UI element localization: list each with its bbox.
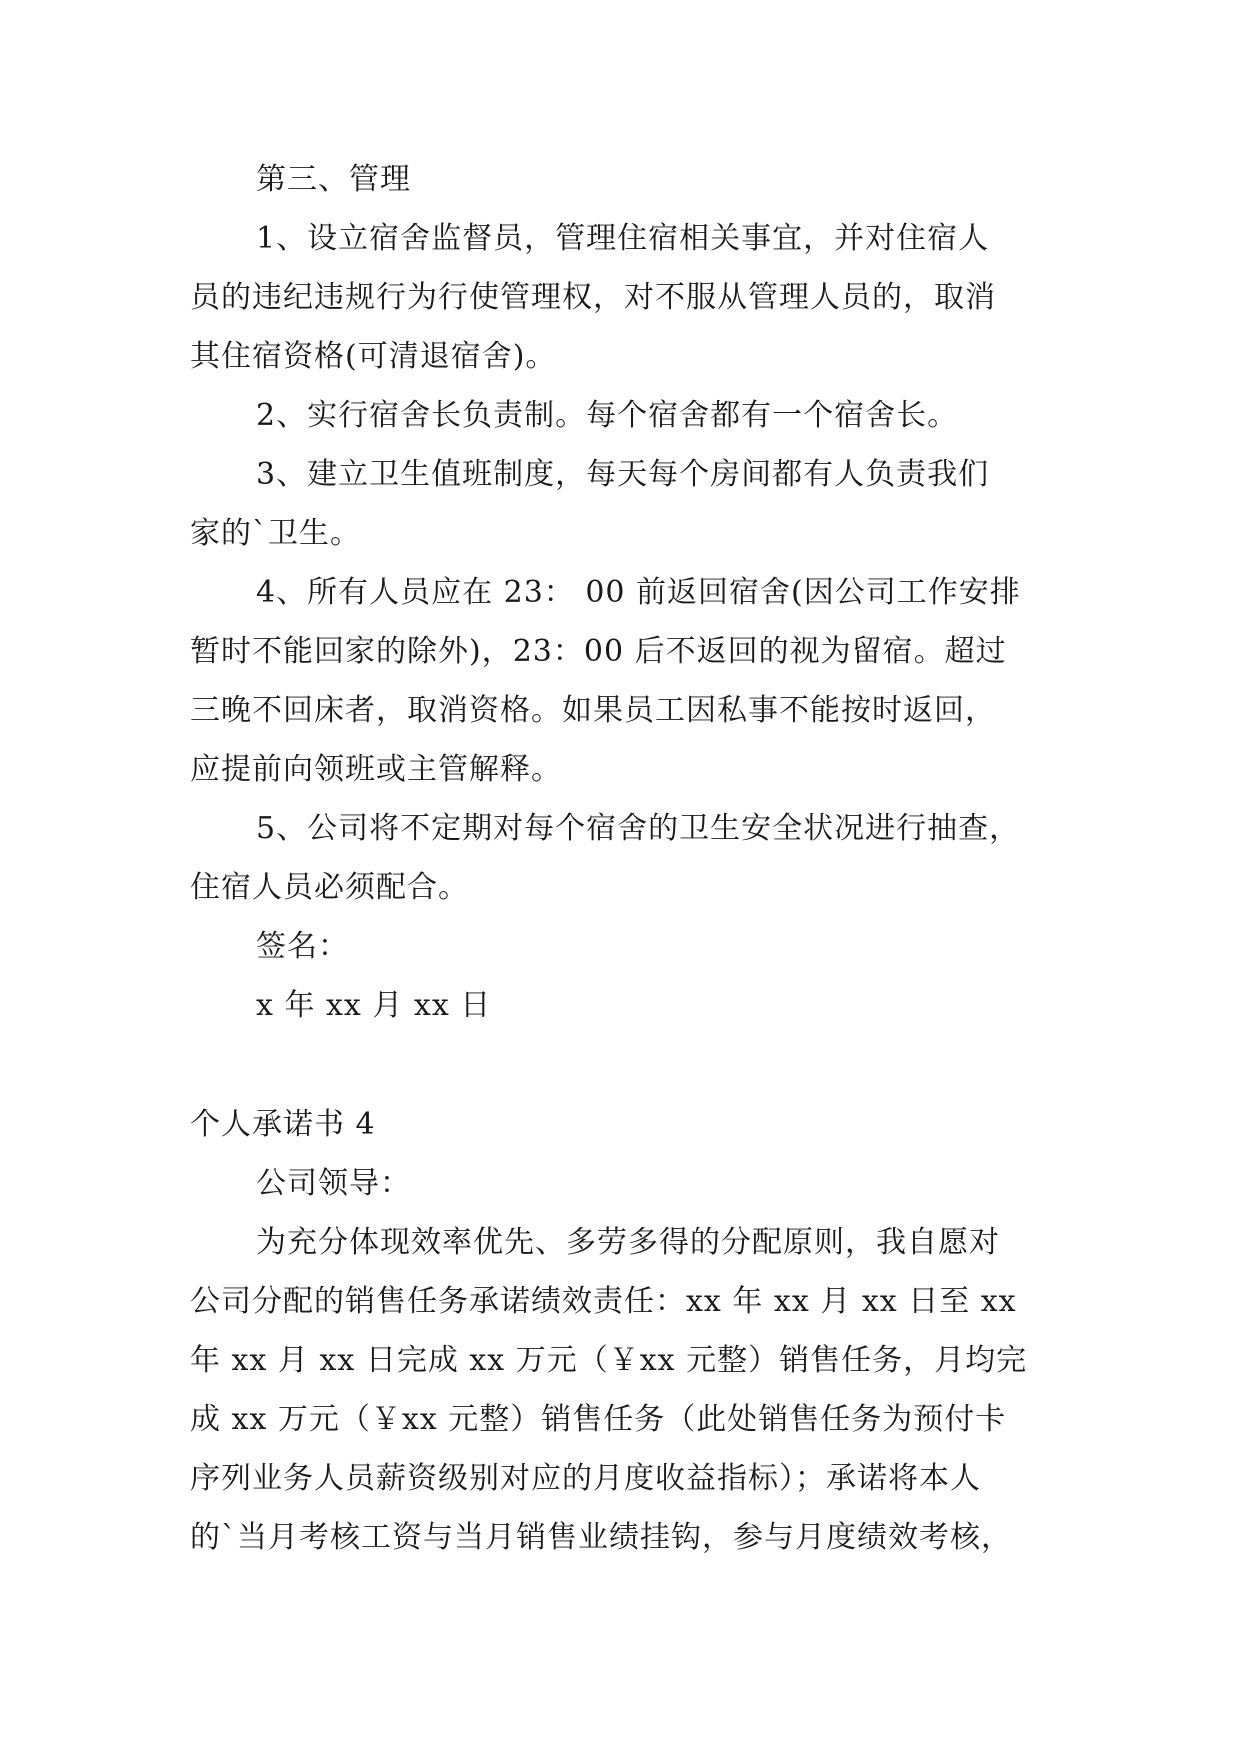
document-page — [190, 150, 1050, 1567]
paragraph-line: 5、公司将不定期对每个宿舍的卫生安全状况进行抽查， — [256, 811, 1021, 846]
paragraph-line: 年 xx 月 xx 日完成 xx 万元（￥xx 元整）销售任务，月均完 — [190, 1343, 1028, 1378]
letter-body — [190, 1213, 1050, 1567]
rule-item-5 — [190, 799, 1050, 917]
rule-item-2 — [190, 386, 1050, 445]
paragraph-line: 公司分配的销售任务承诺绩效责任：xx 年 xx 月 xx 日至 xx — [190, 1284, 1017, 1319]
paragraph-line: 成 xx 万元（￥xx 元整）销售任务（此处销售任务为预付卡 — [190, 1402, 1007, 1437]
signature-label: 签名： — [256, 929, 349, 964]
paragraph-line: 三晚不回床者，取消资格。如果员工因私事不能按时返回， — [190, 693, 996, 728]
salutation: 公司领导： — [256, 1166, 411, 1201]
section-heading: 第三、管理 — [256, 162, 411, 197]
paragraph-line: 员的违纪违规行为行使管理权，对不服从管理人员的，取消 — [190, 280, 996, 315]
paragraph-line: 的`当月考核工资与当月销售业绩挂钩，参与月度绩效考核， — [190, 1520, 1012, 1555]
paragraph-line: 其住宿资格(可清退宿舍)。 — [190, 339, 557, 374]
paragraph-line: 为充分体现效率优先、多劳多得的分配原则，我自愿对 — [256, 1225, 1000, 1260]
date-line: x 年 xx 月 xx 日 — [256, 988, 492, 1023]
rule-item-3 — [190, 445, 1050, 563]
paragraph-line: 3、建立卫生值班制度，每天每个房间都有人负责我们 — [256, 457, 990, 492]
paragraph-line: 应提前向领班或主管解释。 — [190, 752, 562, 787]
paragraph-line: 住宿人员必须配合。 — [190, 870, 469, 905]
letter-title: 个人承诺书 4 — [190, 1107, 376, 1142]
paragraph-line: 2、实行宿舍长负责制。每个宿舍都有一个宿舍长。 — [256, 398, 959, 433]
paragraph-line: 家的`卫生。 — [190, 516, 361, 551]
rule-item-4 — [190, 563, 1050, 799]
paragraph-line: 4、所有人员应在 23： 00 前返回宿舍(因公司工作安排 — [256, 575, 1021, 610]
spacer — [190, 1035, 1050, 1095]
paragraph-line: 1、设立宿舍监督员，管理住宿相关事宜，并对住宿人 — [256, 221, 990, 256]
paragraph-line: 暂时不能回家的除外)，23：00 后不返回的视为留宿。超过 — [190, 634, 1007, 669]
paragraph-line: 序列业务人员薪资级别对应的月度收益指标）；承诺将本人 — [190, 1461, 981, 1496]
rule-item-1 — [190, 209, 1050, 386]
